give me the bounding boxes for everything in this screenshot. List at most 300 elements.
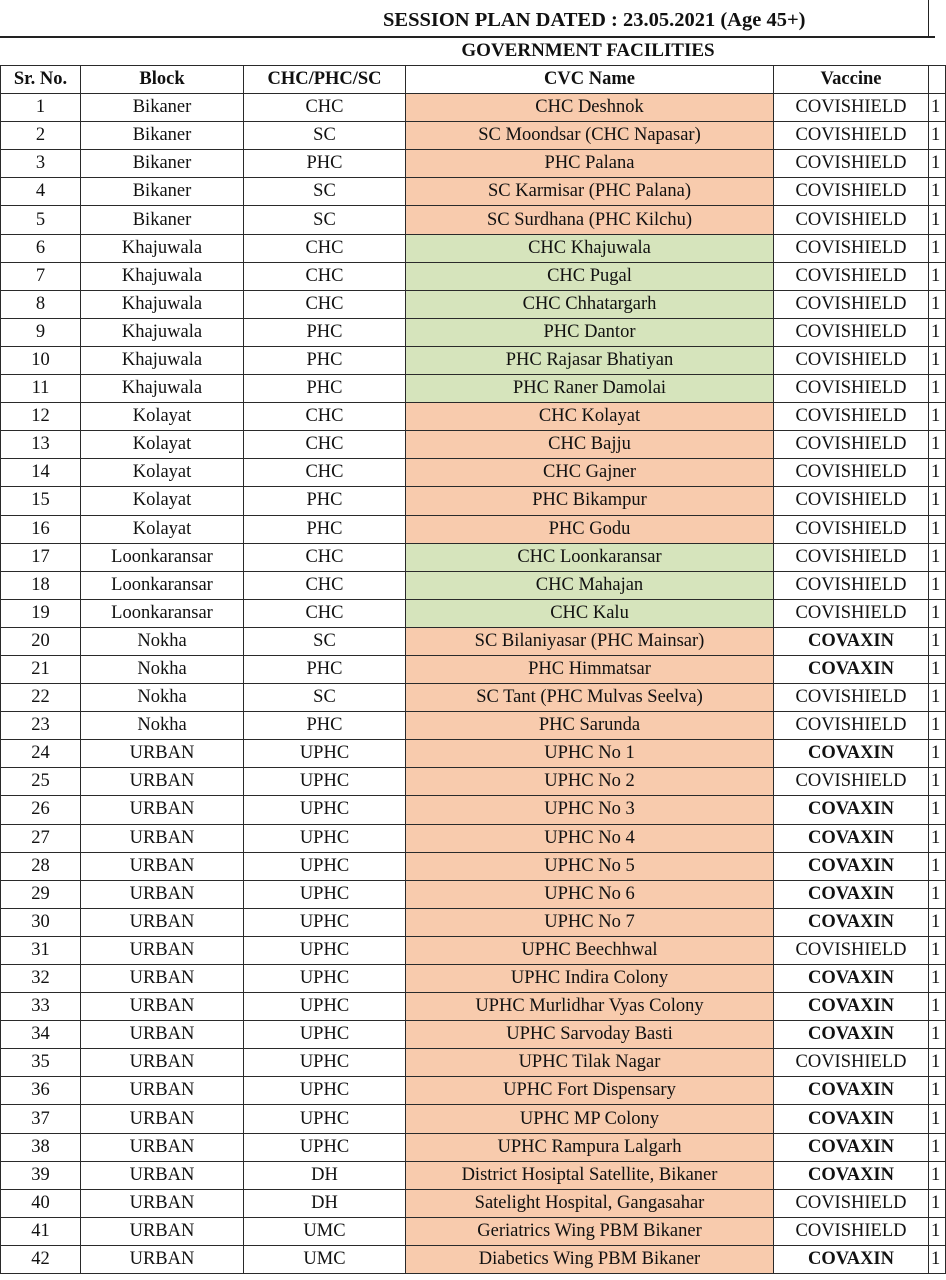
cell-facility-type: UPHC <box>244 908 406 936</box>
table-row <box>1 487 946 515</box>
cell-vaccine: COVISHIELD <box>774 459 929 487</box>
table-row <box>1 178 946 206</box>
page-title: SESSION PLAN DATED : 23.05.2021 (Age 45+) <box>383 9 806 31</box>
cell-extra: 1 <box>929 908 946 936</box>
cell-block: Kolayat <box>81 515 244 543</box>
cell-cvc-name: SC Bilaniyasar (PHC Mainsar) <box>406 627 774 655</box>
cell-vaccine: COVISHIELD <box>774 403 929 431</box>
cell-block: Khajuwala <box>81 318 244 346</box>
cell-sr-no: 34 <box>1 1021 81 1049</box>
cell-vaccine: COVAXIN <box>774 880 929 908</box>
cell-facility-type: SC <box>244 122 406 150</box>
cell-cvc-name: UPHC No 4 <box>406 824 774 852</box>
cell-block: Nokha <box>81 655 244 683</box>
header-row <box>1 66 946 94</box>
cell-facility-type: SC <box>244 627 406 655</box>
table-row <box>1 740 946 768</box>
cell-extra: 1 <box>929 543 946 571</box>
cell-sr-no: 5 <box>1 206 81 234</box>
table-row <box>1 262 946 290</box>
cell-extra: 1 <box>929 627 946 655</box>
cell-sr-no: 31 <box>1 936 81 964</box>
cell-vaccine: COVISHIELD <box>774 290 929 318</box>
cell-sr-no: 8 <box>1 290 81 318</box>
cell-block: Bikaner <box>81 206 244 234</box>
cell-sr-no: 39 <box>1 1161 81 1189</box>
cell-extra: 1 <box>929 965 946 993</box>
cell-vaccine: COVISHIELD <box>774 1189 929 1217</box>
header-block: Block <box>81 66 244 94</box>
cell-vaccine: COVISHIELD <box>774 1049 929 1077</box>
table-row <box>1 627 946 655</box>
cell-extra: 1 <box>929 1133 946 1161</box>
cell-sr-no: 10 <box>1 346 81 374</box>
cell-cvc-name: CHC Kolayat <box>406 403 774 431</box>
table-row <box>1 880 946 908</box>
cell-cvc-name: SC Moondsar (CHC Napasar) <box>406 122 774 150</box>
table-row <box>1 1021 946 1049</box>
cell-facility-type: UPHC <box>244 965 406 993</box>
cell-sr-no: 36 <box>1 1077 81 1105</box>
cell-cvc-name: UPHC Sarvoday Basti <box>406 1021 774 1049</box>
cell-block: URBAN <box>81 796 244 824</box>
cell-extra: 1 <box>929 1245 946 1273</box>
table-row <box>1 684 946 712</box>
cell-cvc-name: CHC Gajner <box>406 459 774 487</box>
cell-cvc-name: PHC Godu <box>406 515 774 543</box>
cell-extra: 1 <box>929 880 946 908</box>
table-row <box>1 1189 946 1217</box>
cell-cvc-name: CHC Pugal <box>406 262 774 290</box>
cell-block: URBAN <box>81 908 244 936</box>
cell-sr-no: 41 <box>1 1217 81 1245</box>
cell-sr-no: 16 <box>1 515 81 543</box>
table-row <box>1 431 946 459</box>
cell-cvc-name: SC Karmisar (PHC Palana) <box>406 178 774 206</box>
cell-cvc-name: UPHC Rampura Lalgarh <box>406 1133 774 1161</box>
cell-sr-no: 18 <box>1 571 81 599</box>
cell-block: URBAN <box>81 740 244 768</box>
cell-block: URBAN <box>81 768 244 796</box>
cell-vaccine: COVAXIN <box>774 852 929 880</box>
cell-sr-no: 2 <box>1 122 81 150</box>
cell-block: URBAN <box>81 824 244 852</box>
cell-vaccine: COVISHIELD <box>774 1217 929 1245</box>
table-row <box>1 94 946 122</box>
cell-cvc-name: UPHC No 5 <box>406 852 774 880</box>
cell-block: Loonkaransar <box>81 599 244 627</box>
cell-extra: 1 <box>929 346 946 374</box>
cell-extra: 1 <box>929 1021 946 1049</box>
cell-extra: 1 <box>929 431 946 459</box>
cell-facility-type: CHC <box>244 459 406 487</box>
cell-vaccine: COVAXIN <box>774 824 929 852</box>
cell-facility-type: UPHC <box>244 936 406 964</box>
cell-extra: 1 <box>929 824 946 852</box>
cell-cvc-name: CHC Mahajan <box>406 571 774 599</box>
cell-extra: 1 <box>929 712 946 740</box>
cell-block: Kolayat <box>81 403 244 431</box>
cell-sr-no: 30 <box>1 908 81 936</box>
cell-facility-type: CHC <box>244 543 406 571</box>
cell-block: Khajuwala <box>81 375 244 403</box>
cell-sr-no: 33 <box>1 993 81 1021</box>
cell-vaccine: COVAXIN <box>774 1133 929 1161</box>
cell-facility-type: PHC <box>244 375 406 403</box>
cell-block: Bikaner <box>81 178 244 206</box>
cell-block: URBAN <box>81 1105 244 1133</box>
cell-facility-type: UPHC <box>244 768 406 796</box>
cell-extra: 1 <box>929 94 946 122</box>
cell-vaccine: COVISHIELD <box>774 712 929 740</box>
cell-vaccine: COVAXIN <box>774 740 929 768</box>
table-row <box>1 824 946 852</box>
cell-block: URBAN <box>81 880 244 908</box>
cell-block: Khajuwala <box>81 234 244 262</box>
cell-extra: 1 <box>929 1189 946 1217</box>
cell-cvc-name: PHC Himmatsar <box>406 655 774 683</box>
header-cvc-name: CVC Name <box>406 66 774 94</box>
cell-vaccine: COVAXIN <box>774 655 929 683</box>
cell-cvc-name: PHC Dantor <box>406 318 774 346</box>
cell-extra: 1 <box>929 234 946 262</box>
cell-facility-type: UMC <box>244 1217 406 1245</box>
cell-vaccine: COVISHIELD <box>774 346 929 374</box>
cell-extra: 1 <box>929 403 946 431</box>
cell-block: URBAN <box>81 936 244 964</box>
table-row <box>1 1217 946 1245</box>
cell-block: URBAN <box>81 965 244 993</box>
cell-cvc-name: PHC Sarunda <box>406 712 774 740</box>
cell-vaccine: COVAXIN <box>774 1077 929 1105</box>
cell-cvc-name: UPHC No 7 <box>406 908 774 936</box>
cell-facility-type: UPHC <box>244 1077 406 1105</box>
cell-vaccine: COVISHIELD <box>774 94 929 122</box>
cell-vaccine: COVAXIN <box>774 993 929 1021</box>
cell-cvc-name: UPHC No 3 <box>406 796 774 824</box>
cell-extra: 1 <box>929 684 946 712</box>
cell-facility-type: CHC <box>244 94 406 122</box>
table-row <box>1 1105 946 1133</box>
cell-facility-type: SC <box>244 178 406 206</box>
cell-sr-no: 9 <box>1 318 81 346</box>
cell-block: Loonkaransar <box>81 543 244 571</box>
cell-facility-type: DH <box>244 1189 406 1217</box>
table-row <box>1 712 946 740</box>
cell-facility-type: PHC <box>244 318 406 346</box>
cell-cvc-name: UPHC Beechhwal <box>406 936 774 964</box>
cell-block: Nokha <box>81 627 244 655</box>
cell-facility-type: PHC <box>244 655 406 683</box>
table-row <box>1 796 946 824</box>
cell-facility-type: CHC <box>244 290 406 318</box>
cell-sr-no: 11 <box>1 375 81 403</box>
cell-block: Nokha <box>81 684 244 712</box>
table-row <box>1 375 946 403</box>
table-row <box>1 346 946 374</box>
cell-cvc-name: UPHC Tilak Nagar <box>406 1049 774 1077</box>
cell-vaccine: COVAXIN <box>774 627 929 655</box>
cell-cvc-name: UPHC Fort Dispensary <box>406 1077 774 1105</box>
cell-cvc-name: Satelight Hospital, Gangasahar <box>406 1189 774 1217</box>
table-row <box>1 1133 946 1161</box>
cell-block: URBAN <box>81 1245 244 1273</box>
title-border-right <box>928 0 929 38</box>
cell-extra: 1 <box>929 993 946 1021</box>
cell-sr-no: 42 <box>1 1245 81 1273</box>
table-row <box>1 908 946 936</box>
cell-extra: 1 <box>929 150 946 178</box>
table-row <box>1 403 946 431</box>
cell-cvc-name: CHC Khajuwala <box>406 234 774 262</box>
cell-block: URBAN <box>81 993 244 1021</box>
cell-sr-no: 35 <box>1 1049 81 1077</box>
cell-cvc-name: PHC Rajasar Bhatiyan <box>406 346 774 374</box>
cell-sr-no: 20 <box>1 627 81 655</box>
table-row <box>1 993 946 1021</box>
cell-sr-no: 3 <box>1 150 81 178</box>
cell-cvc-name: Geriatrics Wing PBM Bikaner <box>406 1217 774 1245</box>
cell-facility-type: UPHC <box>244 796 406 824</box>
cell-block: Kolayat <box>81 487 244 515</box>
cell-facility-type: CHC <box>244 262 406 290</box>
cell-vaccine: COVISHIELD <box>774 936 929 964</box>
cell-sr-no: 27 <box>1 824 81 852</box>
cell-extra: 1 <box>929 1105 946 1133</box>
cell-vaccine: COVISHIELD <box>774 543 929 571</box>
cell-extra: 1 <box>929 1161 946 1189</box>
table-row <box>1 571 946 599</box>
cell-extra: 1 <box>929 515 946 543</box>
cell-vaccine: COVAXIN <box>774 965 929 993</box>
cell-extra: 1 <box>929 290 946 318</box>
cell-vaccine: COVISHIELD <box>774 206 929 234</box>
header-extra <box>929 66 946 94</box>
table-row <box>1 965 946 993</box>
cell-sr-no: 1 <box>1 94 81 122</box>
cell-facility-type: UPHC <box>244 880 406 908</box>
cell-block: URBAN <box>81 1049 244 1077</box>
cell-extra: 1 <box>929 178 946 206</box>
cell-block: Kolayat <box>81 431 244 459</box>
cell-facility-type: CHC <box>244 234 406 262</box>
cell-sr-no: 32 <box>1 965 81 993</box>
cell-vaccine: COVISHIELD <box>774 768 929 796</box>
cell-vaccine: COVAXIN <box>774 1161 929 1189</box>
cell-sr-no: 21 <box>1 655 81 683</box>
cell-facility-type: UPHC <box>244 1105 406 1133</box>
cell-cvc-name: UPHC MP Colony <box>406 1105 774 1133</box>
cell-facility-type: UPHC <box>244 824 406 852</box>
table-row <box>1 852 946 880</box>
table-row <box>1 515 946 543</box>
cell-cvc-name: CHC Bajju <box>406 431 774 459</box>
cell-extra: 1 <box>929 768 946 796</box>
cell-sr-no: 24 <box>1 740 81 768</box>
table-row <box>1 150 946 178</box>
cell-extra: 1 <box>929 375 946 403</box>
cell-facility-type: UMC <box>244 1245 406 1273</box>
table-row <box>1 1049 946 1077</box>
cell-vaccine: COVISHIELD <box>774 262 929 290</box>
table-row <box>1 290 946 318</box>
cell-sr-no: 14 <box>1 459 81 487</box>
cell-cvc-name: CHC Chhatargarh <box>406 290 774 318</box>
cell-sr-no: 40 <box>1 1189 81 1217</box>
cell-facility-type: PHC <box>244 150 406 178</box>
cell-cvc-name: UPHC No 6 <box>406 880 774 908</box>
cell-vaccine: COVISHIELD <box>774 150 929 178</box>
cell-vaccine: COVISHIELD <box>774 234 929 262</box>
cell-sr-no: 4 <box>1 178 81 206</box>
cell-block: Bikaner <box>81 122 244 150</box>
cell-cvc-name: UPHC No 1 <box>406 740 774 768</box>
cell-sr-no: 12 <box>1 403 81 431</box>
cell-extra: 1 <box>929 571 946 599</box>
cell-cvc-name: CHC Deshnok <box>406 94 774 122</box>
cell-facility-type: UPHC <box>244 1021 406 1049</box>
cell-vaccine: COVISHIELD <box>774 375 929 403</box>
cell-extra: 1 <box>929 1049 946 1077</box>
cell-extra: 1 <box>929 740 946 768</box>
cell-extra: 1 <box>929 262 946 290</box>
cell-block: URBAN <box>81 1161 244 1189</box>
cell-extra: 1 <box>929 796 946 824</box>
table-row <box>1 543 946 571</box>
cell-extra: 1 <box>929 1217 946 1245</box>
cell-cvc-name: PHC Bikampur <box>406 487 774 515</box>
cell-cvc-name: District Hosiptal Satellite, Bikaner <box>406 1161 774 1189</box>
cell-block: URBAN <box>81 1133 244 1161</box>
cell-block: URBAN <box>81 1217 244 1245</box>
cell-extra: 1 <box>929 206 946 234</box>
cell-sr-no: 15 <box>1 487 81 515</box>
cell-extra: 1 <box>929 122 946 150</box>
cell-block: Khajuwala <box>81 346 244 374</box>
cell-extra: 1 <box>929 487 946 515</box>
cell-sr-no: 28 <box>1 852 81 880</box>
cell-vaccine: COVISHIELD <box>774 318 929 346</box>
table-row <box>1 599 946 627</box>
cell-extra: 1 <box>929 655 946 683</box>
cell-cvc-name: UPHC Murlidhar Vyas Colony <box>406 993 774 1021</box>
cell-facility-type: PHC <box>244 515 406 543</box>
cell-sr-no: 7 <box>1 262 81 290</box>
cell-cvc-name: SC Tant (PHC Mulvas Seelva) <box>406 684 774 712</box>
table-row <box>1 234 946 262</box>
cell-sr-no: 23 <box>1 712 81 740</box>
header-facility-type: CHC/PHC/SC <box>244 66 406 94</box>
cell-sr-no: 38 <box>1 1133 81 1161</box>
cell-sr-no: 6 <box>1 234 81 262</box>
cell-sr-no: 26 <box>1 796 81 824</box>
cell-block: Bikaner <box>81 94 244 122</box>
cell-block: Khajuwala <box>81 290 244 318</box>
cell-extra: 1 <box>929 1077 946 1105</box>
table-row <box>1 768 946 796</box>
cell-block: Kolayat <box>81 459 244 487</box>
cell-facility-type: PHC <box>244 346 406 374</box>
cell-vaccine: COVISHIELD <box>774 684 929 712</box>
table-row <box>1 655 946 683</box>
table-row <box>1 206 946 234</box>
cell-cvc-name: UPHC No 2 <box>406 768 774 796</box>
cell-facility-type: SC <box>244 206 406 234</box>
cell-sr-no: 13 <box>1 431 81 459</box>
cell-block: URBAN <box>81 1021 244 1049</box>
table-row <box>1 1077 946 1105</box>
table-row <box>1 459 946 487</box>
session-plan-table <box>0 65 946 1274</box>
cell-facility-type: PHC <box>244 487 406 515</box>
cell-facility-type: UPHC <box>244 852 406 880</box>
cell-facility-type: UPHC <box>244 1133 406 1161</box>
cell-extra: 1 <box>929 599 946 627</box>
cell-extra: 1 <box>929 852 946 880</box>
cell-block: URBAN <box>81 1077 244 1105</box>
header-vaccine: Vaccine <box>774 66 929 94</box>
cell-sr-no: 22 <box>1 684 81 712</box>
cell-vaccine: COVAXIN <box>774 908 929 936</box>
cell-block: Loonkaransar <box>81 571 244 599</box>
cell-facility-type: CHC <box>244 431 406 459</box>
cell-block: Bikaner <box>81 150 244 178</box>
cell-block: URBAN <box>81 1189 244 1217</box>
cell-cvc-name: CHC Loonkaransar <box>406 543 774 571</box>
cell-block: Nokha <box>81 712 244 740</box>
cell-block: URBAN <box>81 852 244 880</box>
cell-vaccine: COVISHIELD <box>774 122 929 150</box>
cell-vaccine: COVISHIELD <box>774 487 929 515</box>
table-row <box>1 1245 946 1273</box>
cell-vaccine: COVISHIELD <box>774 515 929 543</box>
header-sr-no: Sr. No. <box>1 66 81 94</box>
cell-facility-type: UPHC <box>244 1049 406 1077</box>
cell-facility-type: PHC <box>244 712 406 740</box>
table-row <box>1 936 946 964</box>
cell-facility-type: CHC <box>244 571 406 599</box>
cell-facility-type: DH <box>244 1161 406 1189</box>
cell-cvc-name: Diabetics Wing PBM Bikaner <box>406 1245 774 1273</box>
table-row <box>1 318 946 346</box>
cell-sr-no: 19 <box>1 599 81 627</box>
cell-vaccine: COVISHIELD <box>774 431 929 459</box>
cell-facility-type: UPHC <box>244 740 406 768</box>
cell-facility-type: CHC <box>244 599 406 627</box>
cell-vaccine: COVISHIELD <box>774 599 929 627</box>
cell-sr-no: 29 <box>1 880 81 908</box>
cell-cvc-name: SC Surdhana (PHC Kilchu) <box>406 206 774 234</box>
cell-sr-no: 37 <box>1 1105 81 1133</box>
cell-sr-no: 25 <box>1 768 81 796</box>
cell-cvc-name: UPHC Indira Colony <box>406 965 774 993</box>
section-subtitle: GOVERNMENT FACILITIES <box>461 40 715 61</box>
cell-facility-type: CHC <box>244 403 406 431</box>
cell-vaccine: COVAXIN <box>774 1105 929 1133</box>
cell-extra: 1 <box>929 318 946 346</box>
cell-cvc-name: PHC Palana <box>406 150 774 178</box>
cell-block: Khajuwala <box>81 262 244 290</box>
cell-sr-no: 17 <box>1 543 81 571</box>
cell-cvc-name: PHC Raner Damolai <box>406 375 774 403</box>
cell-vaccine: COVISHIELD <box>774 571 929 599</box>
cell-vaccine: COVAXIN <box>774 1245 929 1273</box>
cell-vaccine: COVISHIELD <box>774 178 929 206</box>
cell-cvc-name: CHC Kalu <box>406 599 774 627</box>
cell-extra: 1 <box>929 936 946 964</box>
cell-vaccine: COVAXIN <box>774 1021 929 1049</box>
table-row <box>1 122 946 150</box>
